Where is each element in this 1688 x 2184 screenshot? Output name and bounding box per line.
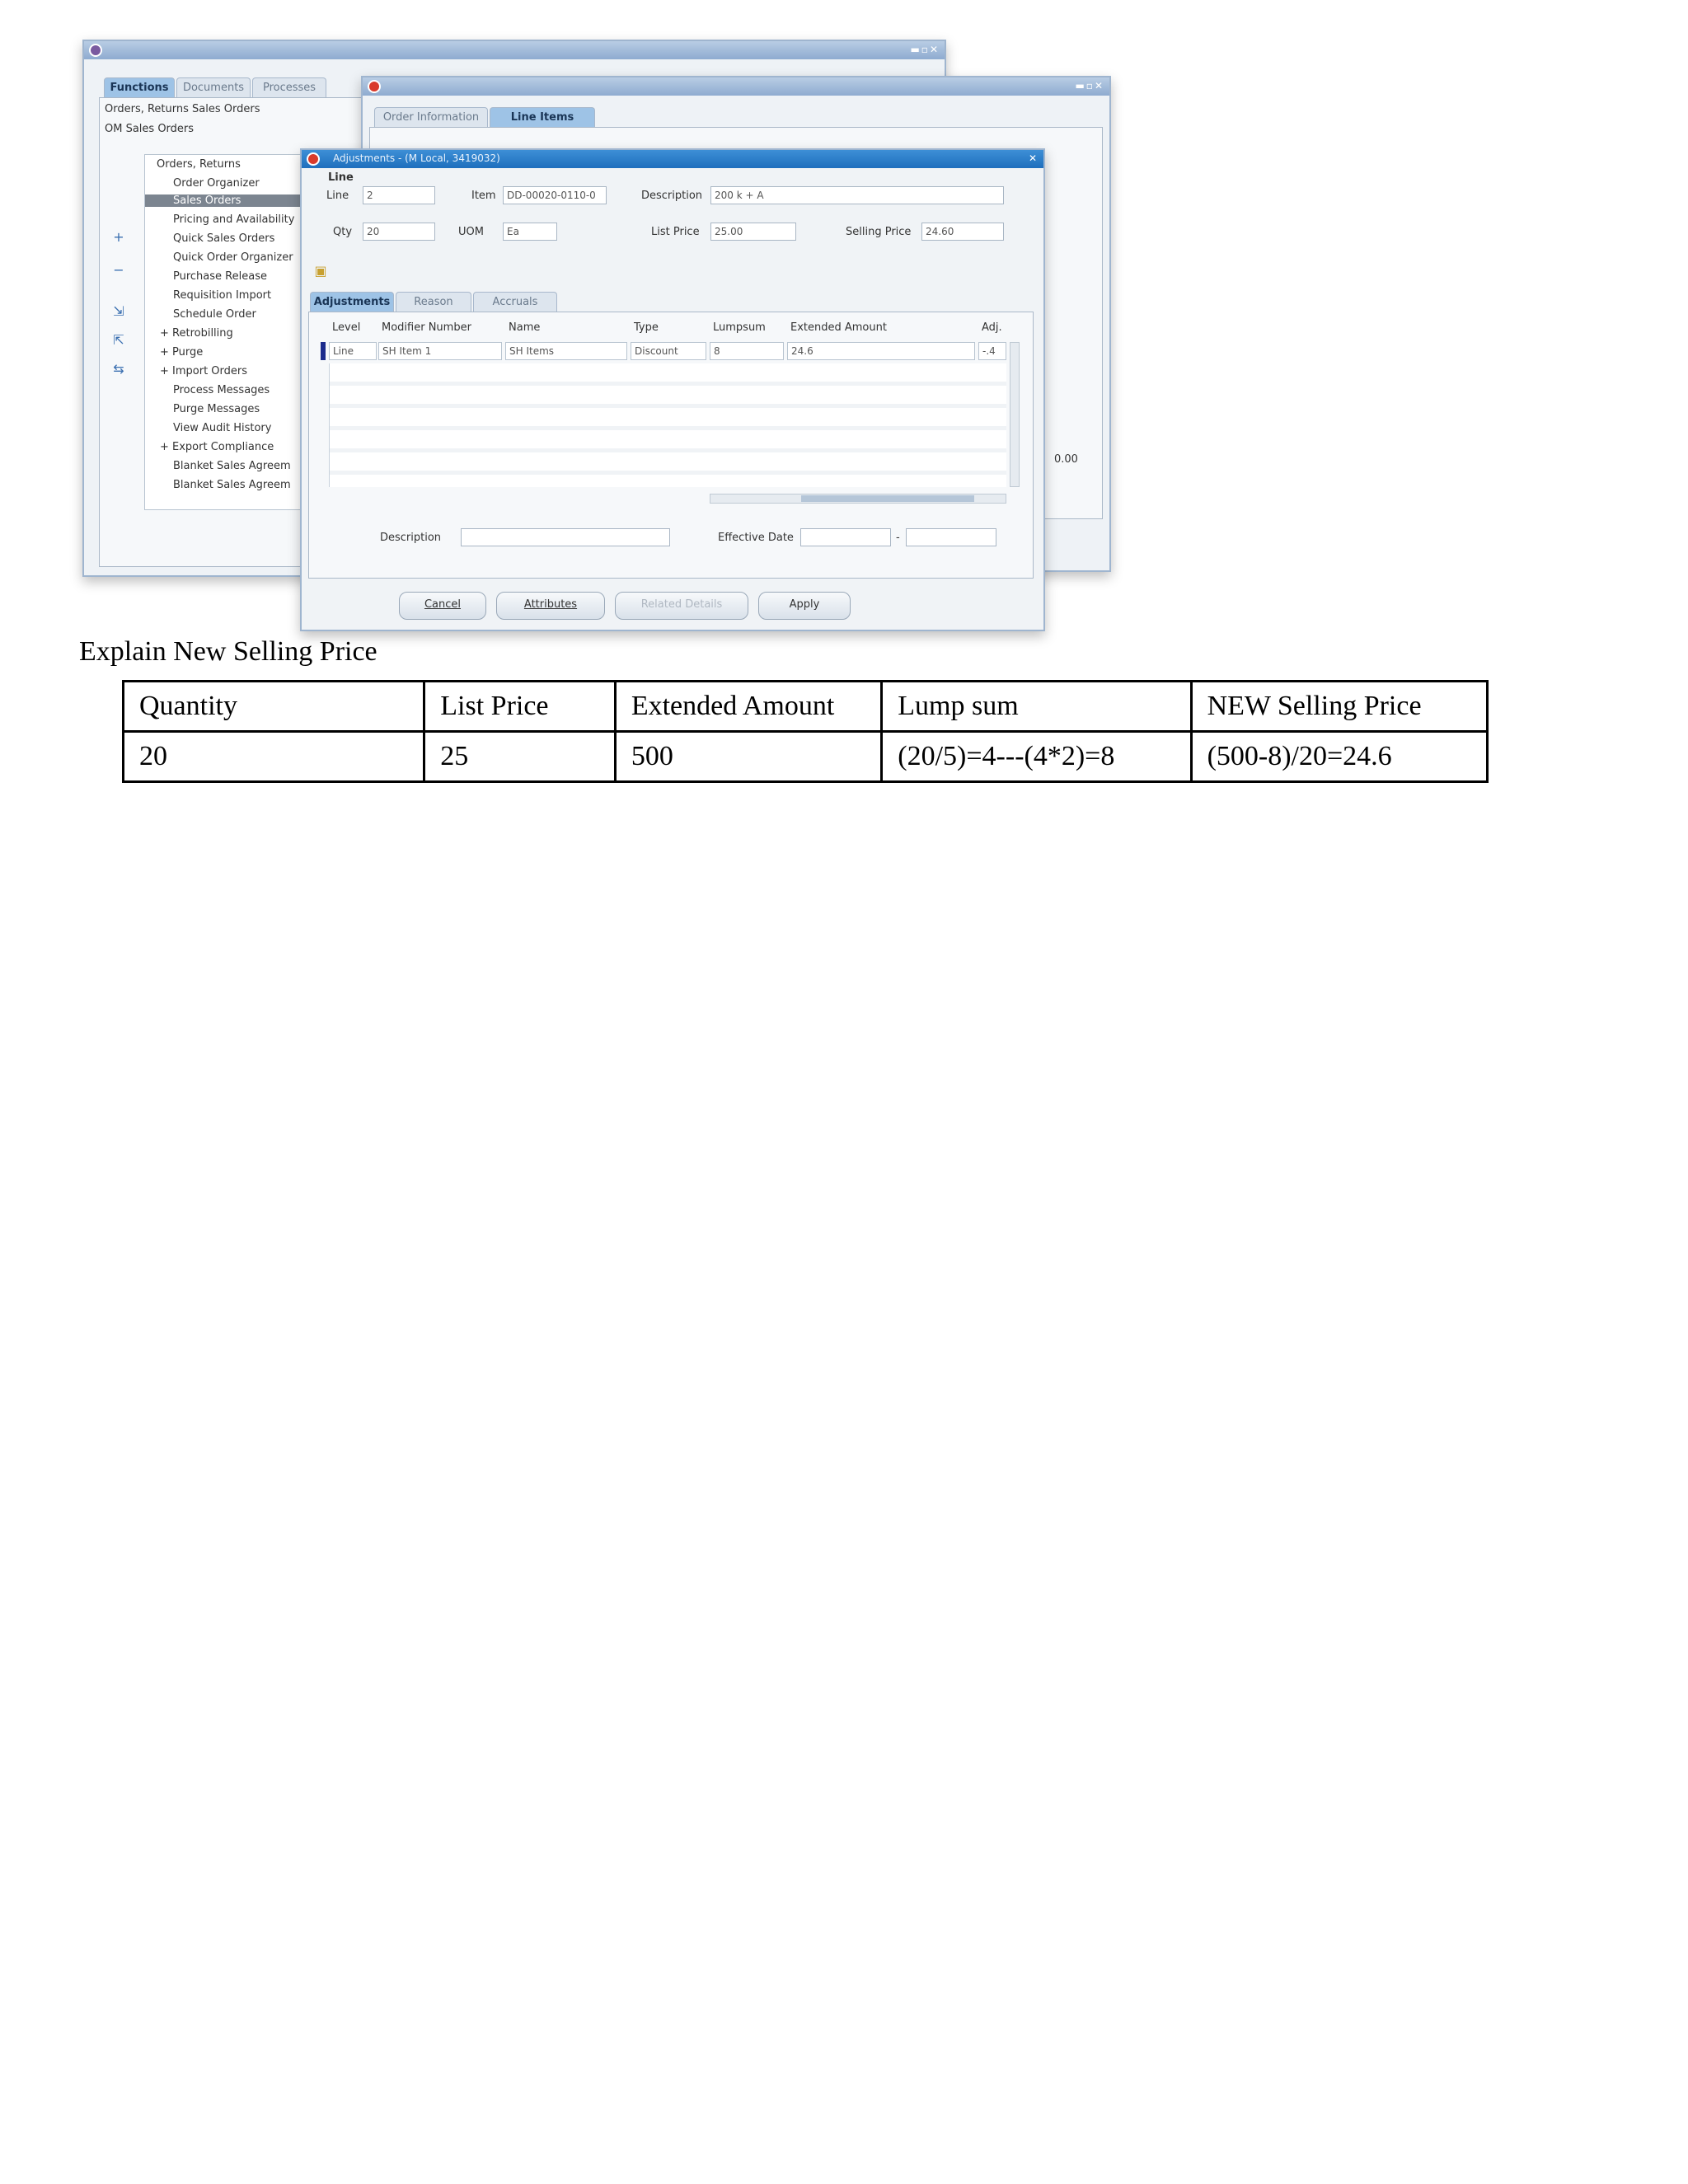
col-modifier-number: Modifier Number bbox=[382, 321, 471, 334]
tab-reason[interactable]: Reason bbox=[396, 292, 471, 312]
selling-price-field[interactable]: 24.60 bbox=[921, 223, 1004, 241]
function-tree bbox=[144, 154, 326, 510]
effective-date-to[interactable] bbox=[906, 528, 996, 546]
tree-item[interactable]: Requisition Import bbox=[173, 289, 272, 302]
adjustments-title: Adjustments - (M Local, 3419032) bbox=[333, 152, 500, 164]
window-controls-icon[interactable]: ▬▫✕ bbox=[1075, 80, 1104, 91]
oracle-icon bbox=[307, 152, 320, 166]
tree-item[interactable]: + Export Compliance bbox=[160, 441, 274, 453]
tree-item[interactable]: Quick Order Organizer bbox=[173, 251, 293, 264]
add-icon[interactable]: ⇆ bbox=[113, 361, 124, 377]
qty-field[interactable]: 20 bbox=[363, 223, 435, 241]
adjustments-dialog bbox=[300, 148, 1045, 631]
cell-name[interactable]: SH Items bbox=[505, 342, 627, 360]
effective-date-sep: - bbox=[896, 532, 900, 544]
tree-item[interactable]: View Audit History bbox=[173, 422, 272, 434]
table-header-row bbox=[124, 682, 1488, 732]
tab-functions[interactable]: Functions bbox=[104, 77, 175, 98]
line-label: Line bbox=[326, 190, 349, 202]
window-controls-icon[interactable]: ▬▫✕ bbox=[910, 44, 940, 55]
item-label: Item bbox=[471, 190, 496, 202]
line-field[interactable]: 2 bbox=[363, 186, 435, 204]
apply-button[interactable]: Apply bbox=[758, 592, 851, 620]
item-field[interactable]: DD-00020-0110-0 bbox=[503, 186, 607, 204]
tree-item[interactable]: Orders, Returns bbox=[157, 158, 241, 171]
desc-field-label: Description bbox=[380, 532, 442, 544]
description-label: Description bbox=[641, 190, 703, 202]
cell-lumpsum[interactable]: 8 bbox=[710, 342, 784, 360]
oracle-icon bbox=[368, 80, 381, 93]
col-level: Level bbox=[332, 321, 361, 334]
empty-rows bbox=[329, 363, 1006, 487]
cell-level[interactable]: Line bbox=[329, 342, 377, 360]
header-lump-sum: Lump sum bbox=[882, 682, 1191, 732]
cell-lump-sum: (20/5)=4---(4*2)=8 bbox=[882, 732, 1191, 782]
row-indicator bbox=[321, 342, 326, 360]
tree-item[interactable]: Purchase Release bbox=[173, 270, 267, 283]
col-extended-amount: Extended Amount bbox=[790, 321, 887, 334]
list-price-label: List Price bbox=[651, 226, 700, 238]
tree-item[interactable]: Purge Messages bbox=[173, 403, 260, 415]
col-type: Type bbox=[634, 321, 659, 334]
tree-item[interactable]: Blanket Sales Agreem bbox=[173, 460, 291, 472]
header-quantity: Quantity bbox=[124, 682, 424, 732]
desc-field[interactable] bbox=[461, 528, 670, 546]
tab-order-information[interactable]: Order Information bbox=[374, 107, 488, 128]
explanation-table bbox=[122, 680, 1489, 783]
screenshot bbox=[79, 36, 1109, 633]
cell-new-selling-price: (500-8)/20=24.6 bbox=[1191, 732, 1487, 782]
tree-item[interactable]: Quick Sales Orders bbox=[173, 232, 275, 245]
tab-processes[interactable]: Processes bbox=[252, 77, 326, 98]
tree-item[interactable]: Pricing and Availability bbox=[173, 213, 295, 226]
tree-item[interactable]: Blanket Sales Agreem bbox=[173, 479, 291, 491]
tab-line-items[interactable]: Line Items bbox=[490, 107, 595, 128]
description-field[interactable]: 200 k + A bbox=[710, 186, 1004, 204]
horizontal-scroll-thumb[interactable] bbox=[801, 495, 974, 502]
collapse-icon[interactable]: − bbox=[113, 262, 124, 278]
tree-item[interactable]: + Retrobilling bbox=[160, 327, 233, 340]
tab-documents[interactable]: Documents bbox=[176, 77, 251, 98]
tree-item[interactable]: + Purge bbox=[160, 346, 204, 359]
tree-item[interactable]: Order Organizer bbox=[173, 177, 260, 190]
sales-orders-titlebar[interactable] bbox=[363, 77, 1109, 96]
col-adj: Adj. bbox=[982, 321, 1002, 334]
table-row bbox=[124, 732, 1488, 782]
cell-extended-amount: 500 bbox=[615, 732, 881, 782]
caption: Explain New Selling Price bbox=[79, 636, 377, 667]
horizontal-scrollbar[interactable] bbox=[710, 494, 1006, 504]
col-name: Name bbox=[509, 321, 541, 334]
cell-modifier-number[interactable]: SH Item 1 bbox=[378, 342, 502, 360]
header-list-price: List Price bbox=[424, 682, 616, 732]
tab-adjustments[interactable]: Adjustments bbox=[310, 292, 394, 312]
qty-label: Qty bbox=[333, 226, 353, 238]
expand-all-icon[interactable]: ⇲ bbox=[113, 303, 124, 319]
responsibility-2: OM Sales Orders bbox=[105, 123, 195, 135]
tree-item[interactable]: + Import Orders bbox=[160, 365, 248, 377]
tree-item-selected[interactable]: Sales Orders bbox=[145, 194, 326, 207]
collapse-all-icon[interactable]: ⇱ bbox=[113, 332, 124, 348]
folder-icon[interactable]: ▣ bbox=[314, 263, 327, 279]
cancel-button[interactable]: Cancel bbox=[399, 592, 486, 620]
uom-field[interactable]: Ea bbox=[503, 223, 557, 241]
cell-type[interactable]: Discount bbox=[631, 342, 706, 360]
oracle-icon bbox=[89, 44, 102, 57]
adjustments-titlebar[interactable] bbox=[302, 150, 1043, 168]
right-value: 0.00 bbox=[1054, 453, 1078, 466]
tab-accruals[interactable]: Accruals bbox=[473, 292, 557, 312]
col-lumpsum: Lumpsum bbox=[713, 321, 766, 334]
uom-label: UOM bbox=[458, 226, 484, 238]
tree-item[interactable]: Schedule Order bbox=[173, 308, 256, 321]
cell-extended-amount[interactable]: 24.6 bbox=[787, 342, 975, 360]
cell-list-price: 25 bbox=[424, 732, 616, 782]
line-section-label: Line bbox=[328, 171, 354, 184]
selling-price-label: Selling Price bbox=[846, 226, 912, 238]
effective-date-from[interactable] bbox=[800, 528, 891, 546]
effective-date-label: Effective Date bbox=[718, 532, 794, 544]
list-price-field[interactable]: 25.00 bbox=[710, 223, 796, 241]
tree-item[interactable]: Process Messages bbox=[173, 384, 270, 396]
navigator-titlebar[interactable] bbox=[84, 41, 945, 59]
responsibility-1: Orders, Returns Sales Orders bbox=[105, 103, 260, 115]
adjustments-grid-panel bbox=[308, 312, 1034, 579]
close-icon[interactable]: ✕ bbox=[1028, 152, 1039, 164]
cell-adj[interactable]: -.4 bbox=[978, 342, 1006, 360]
header-new-selling-price: NEW Selling Price bbox=[1191, 682, 1487, 732]
related-details-button[interactable]: Related Details bbox=[615, 592, 748, 620]
cell-quantity: 20 bbox=[124, 732, 424, 782]
header-extended-amount: Extended Amount bbox=[615, 682, 881, 732]
attributes-button[interactable]: Attributes bbox=[496, 592, 605, 620]
vertical-scrollbar[interactable] bbox=[1010, 342, 1020, 487]
expand-icon[interactable]: + bbox=[113, 229, 124, 245]
